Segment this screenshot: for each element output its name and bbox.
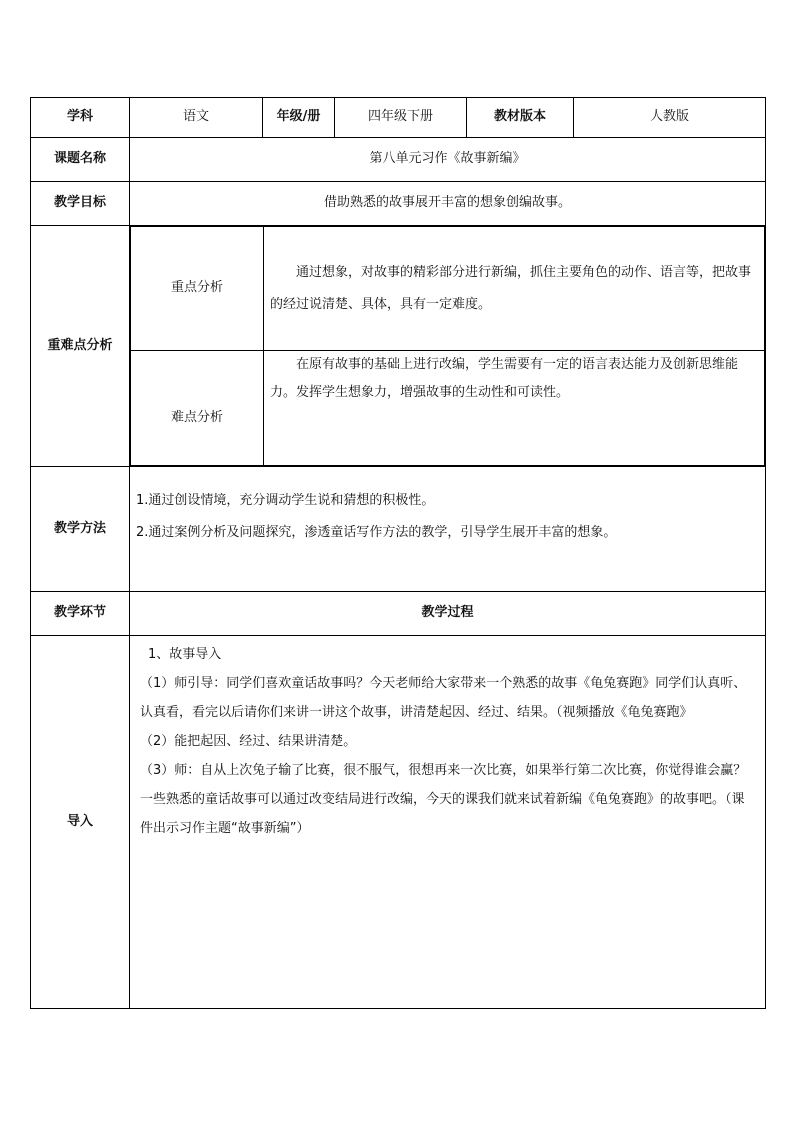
analysis-label: 重难点分析 bbox=[31, 226, 130, 467]
topic-label: 课题名称 bbox=[31, 138, 130, 182]
grade-label: 年级/册 bbox=[263, 98, 335, 138]
header-row bbox=[31, 98, 766, 138]
key-point-label: 重点分析 bbox=[131, 227, 264, 351]
grade-value: 四年级下册 bbox=[335, 98, 467, 138]
edition-label: 教材版本 bbox=[467, 98, 574, 138]
topic-row bbox=[31, 138, 766, 182]
edition-value: 人教版 bbox=[574, 98, 766, 138]
list-item: 2.通过案例分析及问题探究，渗透童话写作方法的教学，引导学生展开丰富的想象。 bbox=[136, 525, 617, 540]
goal-row bbox=[31, 182, 766, 226]
subject-value: 语文 bbox=[130, 98, 263, 138]
methods-label: 教学方法 bbox=[31, 467, 130, 592]
process-header: 教学过程 bbox=[130, 592, 766, 636]
methods-list bbox=[130, 467, 765, 549]
goal-label: 教学目标 bbox=[31, 182, 130, 226]
analysis-row bbox=[31, 226, 766, 467]
analysis-subtable bbox=[130, 226, 765, 466]
intro-row bbox=[31, 636, 766, 1009]
intro-line: （2）能把起因、经过、结果讲清楚。 bbox=[140, 734, 357, 749]
methods-row bbox=[31, 467, 766, 592]
difficult-point-text: 在原有故事的基础上进行改编，学生需要有一定的语言表达能力及创新思维能力。发挥学生想象力，增强故事的生动性和可读性。 bbox=[270, 357, 739, 400]
key-point-text: 通过想象，对故事的精彩部分进行新编，抓住主要角色的动作、语言等，把故事的经过说清楚、具体，具有一定难度。 bbox=[270, 264, 752, 312]
subject-label: 学科 bbox=[31, 98, 130, 138]
intro-content bbox=[130, 636, 765, 843]
difficult-point-label: 难点分析 bbox=[131, 351, 264, 466]
stage-header: 教学环节 bbox=[31, 592, 130, 636]
intro-line: （1）师引导：同学们喜欢童话故事吗？今天老师给大家带来一个熟悉的故事《龟兔赛跑》同学们认真听、认真看，看完以后请你们来讲一讲这个故事，讲清楚起因、经过、结果。（视频播放《龟兔赛跑》 bbox=[140, 676, 747, 720]
topic-value: 第八单元习作《故事新编》 bbox=[130, 138, 766, 182]
list-item: 1.通过创设情境，充分调动学生说和猜想的积极性。 bbox=[136, 493, 435, 508]
intro-line: （3）师：自从上次兔子输了比赛，很不服气，很想再来一次比赛，如果举行第二次比赛，你觉得谁会赢？一些熟悉的童话故事可以通过改变结局进行改编，今天的课我们就来试着新编《龟兔赛跑》的故事吧。（课件出示习作主题“故事新编”） bbox=[140, 763, 747, 836]
lesson-plan-table bbox=[30, 97, 766, 1009]
intro-label: 导入 bbox=[31, 636, 130, 1009]
process-header-row bbox=[31, 592, 766, 636]
goal-value: 借助熟悉的故事展开丰富的想象创编故事。 bbox=[130, 182, 766, 226]
intro-line: 1、故事导入 bbox=[148, 647, 222, 662]
